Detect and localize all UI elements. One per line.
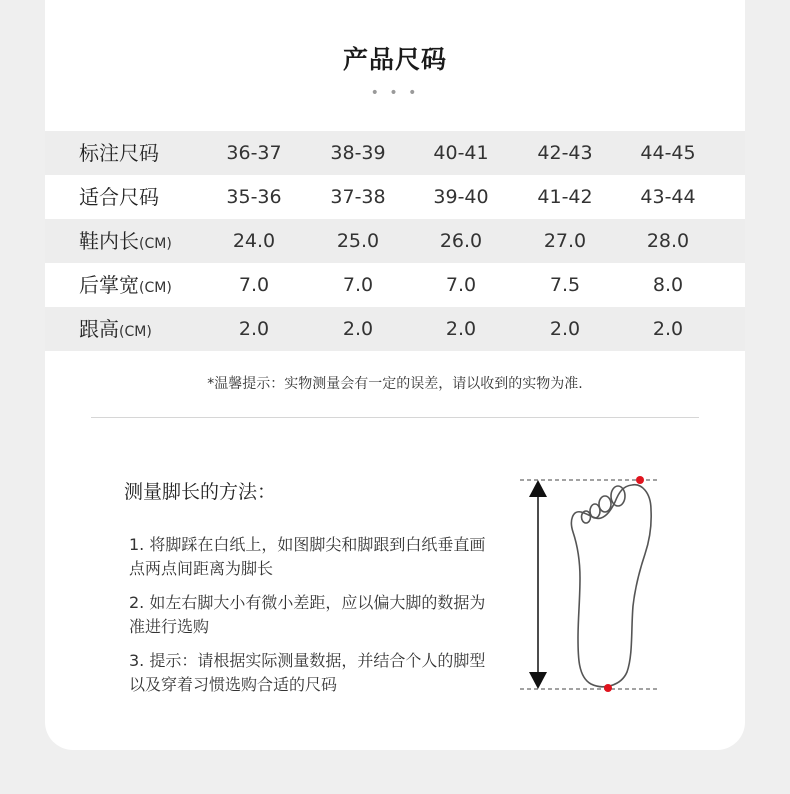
toe-marker bbox=[636, 476, 644, 484]
table-cell: 2.0 bbox=[238, 318, 270, 340]
method-step: 3. 提示：请根据实际测量数据，并结合个人的脚型以及穿着习惯选购合适的尺码 bbox=[129, 651, 486, 694]
method-step: 1. 将脚踩在白纸上，如图脚尖和脚跟到白纸垂直画点两点间距离为脚长 bbox=[129, 535, 486, 578]
table-cell: 2.0 bbox=[342, 318, 374, 340]
table-cell: 7.0 bbox=[342, 274, 374, 296]
table-cell: 27.0 bbox=[543, 230, 587, 252]
table-cell: 44-45 bbox=[640, 142, 696, 164]
table-cell: 35-36 bbox=[226, 186, 282, 208]
table-cell: 37-38 bbox=[330, 186, 386, 208]
table-cell: 7.0 bbox=[238, 274, 270, 296]
row-label: 跟高(CM) bbox=[79, 317, 152, 341]
page-title: 产品尺码 bbox=[342, 45, 447, 74]
heel-marker bbox=[604, 684, 612, 692]
size-table bbox=[45, 131, 745, 351]
table-cell: 8.0 bbox=[652, 274, 684, 296]
row-label: 后掌宽(CM) bbox=[79, 273, 172, 297]
table-cell: 2.0 bbox=[445, 318, 477, 340]
arrow-up-icon bbox=[529, 480, 547, 497]
method-title: 测量脚长的方法： bbox=[124, 481, 277, 503]
table-cell: 7.5 bbox=[549, 274, 581, 296]
table-cell: 2.0 bbox=[652, 318, 684, 340]
table-cell: 36-37 bbox=[226, 142, 282, 164]
warm-tip: *温馨提示：实物测量会有一定的误差，请以收到的实物为准. bbox=[207, 376, 583, 392]
row-label: 鞋内长(CM) bbox=[79, 229, 172, 253]
table-cell: 2.0 bbox=[549, 318, 581, 340]
table-row bbox=[45, 131, 745, 175]
table-cell: 38-39 bbox=[330, 142, 386, 164]
arrow-down-icon bbox=[529, 672, 547, 689]
table-cell: 42-43 bbox=[537, 142, 593, 164]
table-row bbox=[45, 219, 745, 263]
table-cell: 7.0 bbox=[445, 274, 477, 296]
table-cell: 24.0 bbox=[232, 230, 276, 252]
table-row bbox=[45, 263, 745, 307]
table-cell: 43-44 bbox=[640, 186, 696, 208]
foot-outline-icon bbox=[571, 485, 651, 687]
title-dots: • • • bbox=[370, 85, 420, 101]
divider bbox=[91, 417, 699, 418]
size-chart-card bbox=[45, 0, 745, 750]
table-row bbox=[45, 307, 745, 351]
table-row bbox=[45, 175, 745, 219]
table-cell: 41-42 bbox=[537, 186, 593, 208]
row-label: 标注尺码 bbox=[79, 141, 159, 165]
row-label: 适合尺码 bbox=[79, 185, 159, 209]
table-cell: 26.0 bbox=[439, 230, 483, 252]
method-step: 2. 如左右脚大小有微小差距，应以偏大脚的数据为准进行选购 bbox=[129, 593, 486, 636]
table-cell: 39-40 bbox=[433, 186, 489, 208]
table-cell: 40-41 bbox=[433, 142, 489, 164]
table-cell: 28.0 bbox=[646, 230, 690, 252]
foot-measure-illustration bbox=[515, 470, 665, 695]
table-cell: 25.0 bbox=[336, 230, 380, 252]
